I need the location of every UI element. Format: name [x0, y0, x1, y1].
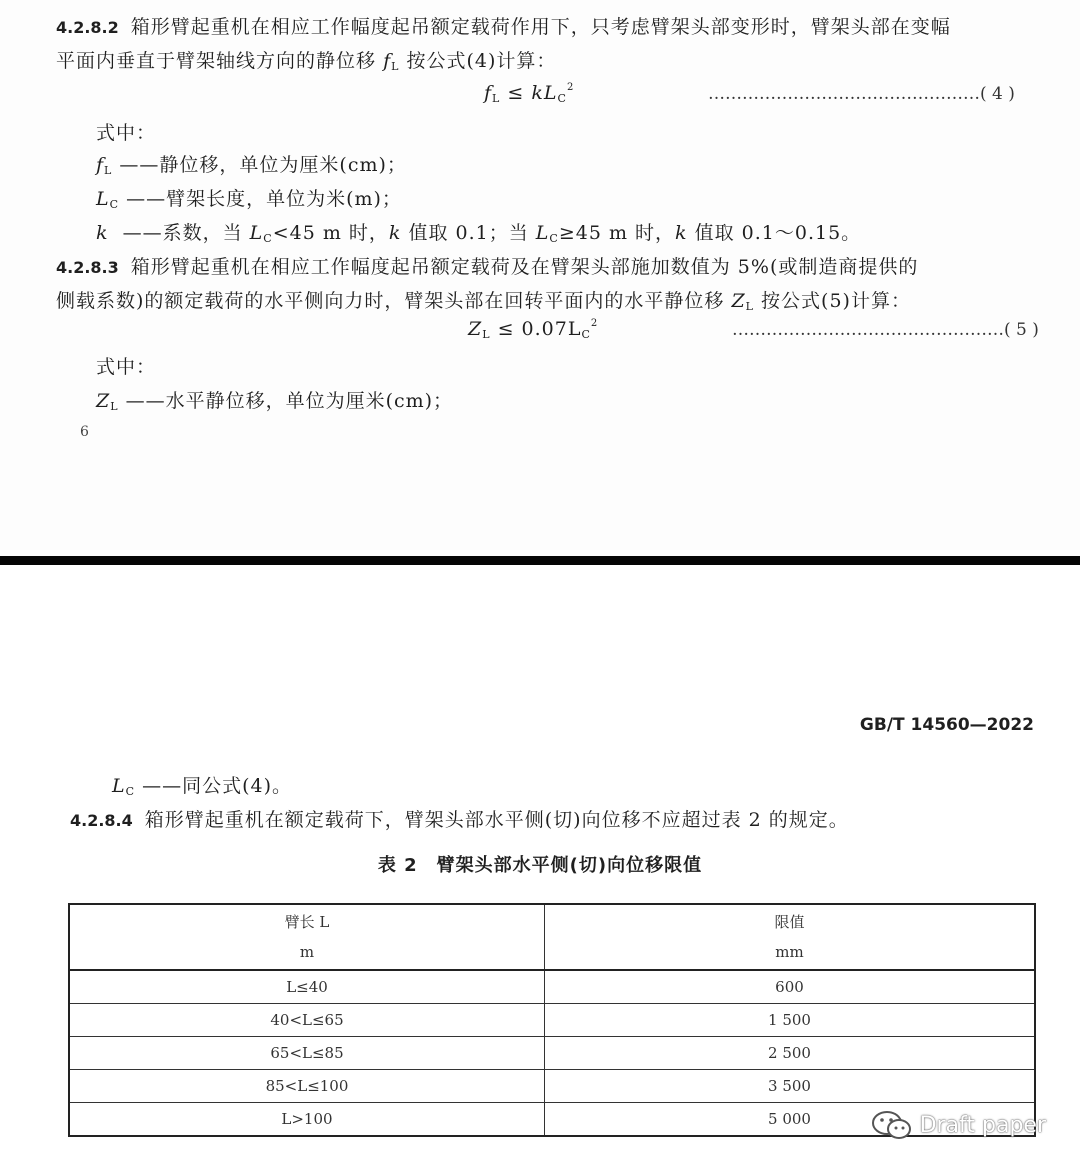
formula-5: $Z_L \le 0.07L_C^2$	[468, 318, 599, 341]
standard-code: GB/T 14560—2022	[859, 715, 1034, 735]
limit-table	[68, 903, 1036, 1137]
formula-5-leader: …………………………………………( 5 )	[732, 320, 1039, 340]
where-label-1: 式中：	[96, 122, 157, 144]
definition-L: $L_C$ ——臂架长度，单位为米(m)；	[96, 188, 402, 211]
clause-number: 4.2.8.2	[56, 18, 119, 37]
header-limit: 限值 mm	[545, 904, 1036, 970]
definition-Z: $Z_L$ ——水平静位移，单位为厘米(cm)；	[96, 390, 454, 413]
definition-f: $f_L$ ——静位移，单位为厘米(cm)；	[96, 154, 407, 177]
where-label-2: 式中：	[96, 356, 157, 378]
lower-page	[0, 565, 1080, 1175]
table-row: 65<L≤85 2 500	[69, 1037, 1035, 1070]
formula-4-tag: ( 4 )	[980, 84, 1015, 104]
clause-4-2-8-2-line2: 平面内垂直于臂架轴线方向的静位移 $f_L$ 按公式(4)计算：	[56, 50, 557, 73]
page-divider	[0, 556, 1080, 565]
table-caption: 表 2 臂架头部水平侧(切)向位移限值	[377, 855, 703, 876]
clause-number: 4.2.8.4	[70, 811, 133, 830]
table-row: 85<L≤100 3 500	[69, 1070, 1035, 1103]
definition-k: k ——系数，当 $L_C<45$ m 时，k 值取 0.1；当 $L_C\ge 45$ m 时，k 值取 0.1～0.15。	[96, 222, 862, 245]
formula-4-leader: …………………………………………( 4 )	[708, 84, 1015, 104]
clause-number: 4.2.8.3	[56, 258, 119, 277]
table-row: L>100 5 000	[69, 1103, 1035, 1137]
header-arm-length: 臂长 L m	[69, 904, 545, 970]
watermark: Draft paper	[870, 1110, 1046, 1140]
page-number: 6	[80, 424, 89, 440]
wechat-icon	[870, 1110, 914, 1140]
table-row: 40<L≤65 1 500	[69, 1004, 1035, 1037]
clause-4-2-8-2-line1: 4.2.8.2 箱形臂起重机在相应工作幅度起吊额定载荷作用下，只考虑臂架头部变形时，臂架头部在变幅	[56, 16, 951, 38]
formula-4: $f_L \le kL_C^2$	[484, 82, 575, 105]
clause-4-2-8-3-line2: 侧载系数)的额定载荷的水平侧向力时，臂架头部在回转平面内的水平静位移 $Z_L$ 按公式(5)计算：	[56, 290, 911, 313]
clause-4-2-8-4: 4.2.8.4 箱形臂起重机在额定载荷下，臂架头部水平侧(切)向位移不应超过表 2 的规定。	[70, 809, 849, 831]
upper-page	[0, 0, 1080, 556]
clause-4-2-8-3-line1: 4.2.8.3 箱形臂起重机在相应工作幅度起吊额定载荷及在臂架头部施加数值为 5%(或制造商提供的	[56, 256, 919, 278]
table-header-row	[69, 904, 1035, 970]
definition-Lc: $L_C$ ——同公式(4)。	[112, 775, 293, 798]
table-row: L≤40 600	[69, 970, 1035, 1004]
formula-5-tag: ( 5 )	[1004, 320, 1039, 340]
